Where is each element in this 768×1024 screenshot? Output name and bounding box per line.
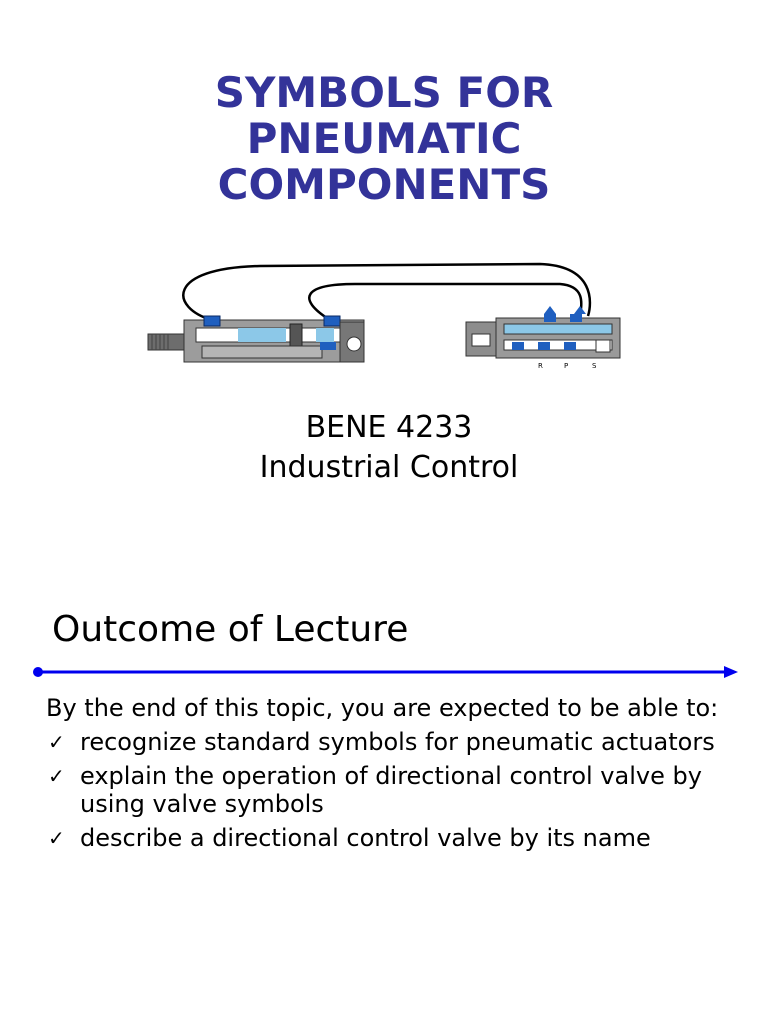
outcome-text: recognize standard symbols for pneumatic actuators bbox=[80, 728, 715, 756]
slide-title-heading bbox=[0, 70, 768, 208]
outcomes-heading: Outcome of Lecture bbox=[52, 609, 409, 650]
valve-port-label: P bbox=[564, 362, 569, 370]
course-name: Industrial Control bbox=[259, 450, 519, 485]
list-item bbox=[46, 762, 746, 818]
check-icon: ✓ bbox=[48, 826, 65, 850]
course-code: BENE 4233 bbox=[305, 410, 473, 445]
check-icon: ✓ bbox=[48, 730, 65, 754]
course-info bbox=[0, 408, 768, 488]
valve-port-label: S bbox=[592, 362, 597, 370]
heading-rule-arrow bbox=[30, 662, 740, 682]
outcomes-list bbox=[46, 728, 746, 852]
list-item bbox=[46, 728, 746, 756]
outcomes-body bbox=[46, 694, 746, 858]
air-tube-inner bbox=[309, 284, 581, 320]
list-item bbox=[46, 824, 746, 852]
valve-port-label: R bbox=[538, 362, 543, 370]
title-line: COMPONENTS bbox=[217, 160, 551, 209]
pneumatic-cylinder-valve-illustration bbox=[140, 258, 630, 378]
title-line: PNEUMATIC bbox=[246, 114, 522, 163]
valve-icon bbox=[466, 306, 620, 370]
check-icon: ✓ bbox=[48, 764, 65, 788]
cylinder-icon bbox=[148, 316, 364, 362]
air-tube-outer bbox=[183, 264, 590, 320]
outcome-text: describe a directional control valve by its name bbox=[80, 824, 651, 852]
intro-text: By the end of this topic, you are expected to be able to: bbox=[46, 694, 719, 722]
title-line: SYMBOLS FOR bbox=[214, 68, 554, 117]
outcome-text: explain the operation of directional control valve by using valve symbols bbox=[80, 762, 702, 818]
slide-outcomes bbox=[0, 512, 768, 1024]
